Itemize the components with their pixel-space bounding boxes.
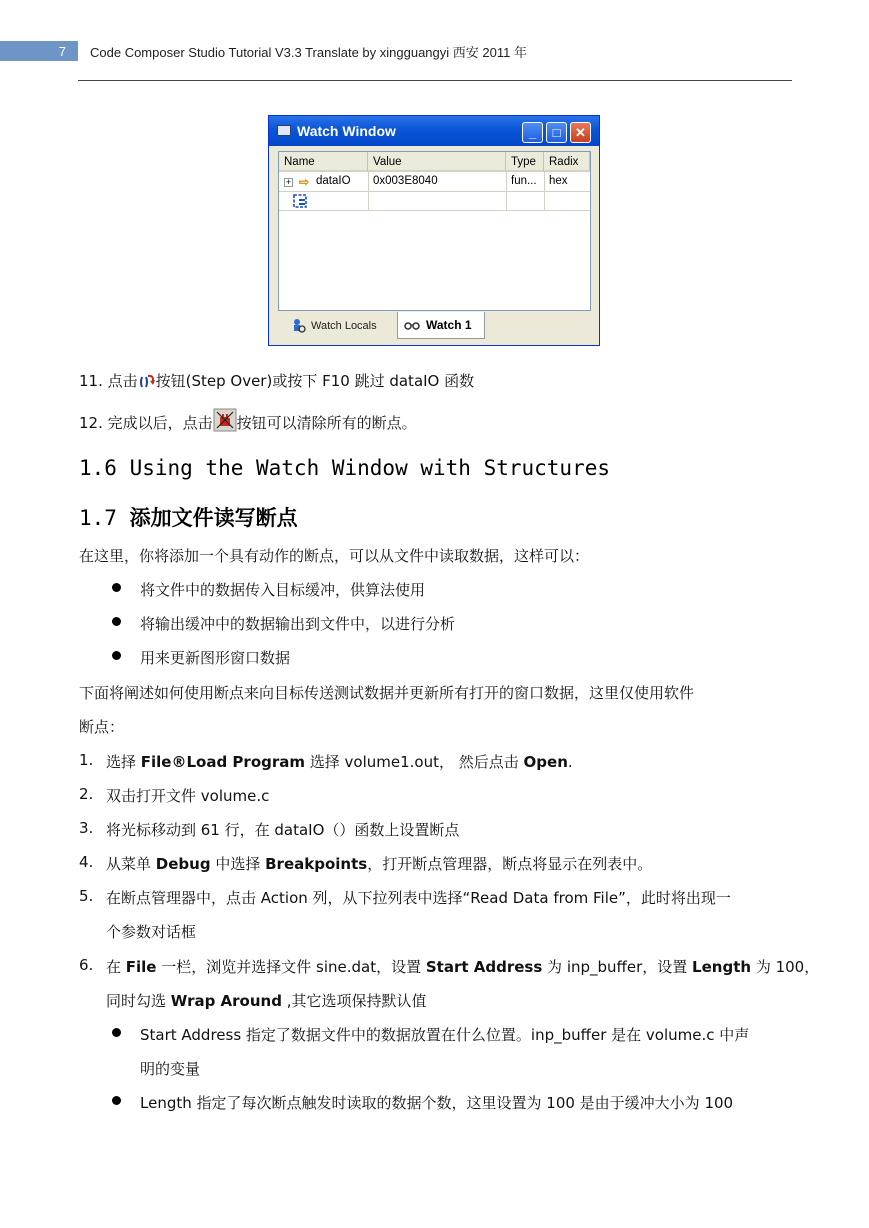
bullet-dot xyxy=(112,1028,121,1037)
column-header-name[interactable]: Name xyxy=(279,152,368,172)
open-label: Open xyxy=(523,753,568,771)
column-header-radix[interactable]: Radix xyxy=(544,152,590,172)
watch-tabs xyxy=(279,312,591,340)
watch-locals-icon xyxy=(291,318,307,334)
step-1-text: 选择 File®Load Program 选择 volume1.out， 然后点击 Open. xyxy=(106,753,573,771)
bullet-item: 将文件中的数据传入目标缓冲，供算法使用 xyxy=(140,581,426,599)
column-header-value[interactable]: Value xyxy=(368,152,506,172)
bullet-dot xyxy=(112,651,121,660)
section-1-7-number: 1.7 xyxy=(79,506,130,530)
intro-paragraph: 在这里，你将添加一个具有动作的断点，可以从文件中读取数据，这样可以： xyxy=(79,547,590,565)
step-12-post: 按钮可以清除所有的断点。 xyxy=(236,414,417,432)
expand-icon[interactable]: + xyxy=(285,177,292,187)
tab-watch-locals-label: Watch Locals xyxy=(311,320,377,332)
step-11 xyxy=(79,370,474,391)
step-6-line2: 同时勾选 Wrap Around ,其它选项保持默认值 xyxy=(106,992,427,1010)
section-heading-1-7 xyxy=(79,502,298,532)
close-button[interactable]: ✕ xyxy=(570,122,591,143)
bullet-dot xyxy=(112,1096,121,1105)
bullet-dot xyxy=(112,583,121,592)
step-5-line1: 在断点管理器中，点击 Action 列，从下拉列表中选择“Read Data from File”，此时将出现一 xyxy=(106,889,731,907)
header-title: Code Composer Studio Tutorial V3.3 Translate by xingguangyi 西安 2011 年 xyxy=(90,45,527,60)
step-6-line1: 在 File 一栏，浏览并选择文件 sine.dat，设置 Start Address 为 inp_buffer，设置 Length 为 100， xyxy=(106,958,820,976)
minimize-button[interactable]: _ xyxy=(522,122,543,143)
bullet-item: 将输出缓冲中的数据输出到文件中，以进行分析 xyxy=(140,615,456,633)
step-11-pre: 11. 点击 xyxy=(79,372,138,390)
tab-watch-1[interactable] xyxy=(397,312,485,339)
step-11-post: 按钮(Step Over)或按下 F10 跳过 dataIO 函数 xyxy=(155,372,475,390)
watch-window-titlebar xyxy=(269,116,599,146)
tab-watch-locals[interactable] xyxy=(291,314,397,338)
step-over-icon xyxy=(138,373,156,391)
row-type: fun... xyxy=(511,175,537,187)
step-number: 2. xyxy=(79,785,94,803)
step-12 xyxy=(79,412,417,433)
sub-bullet-line: Length 指定了每次断点触发时读取的数据个数，这里设置为 100 是由于缓冲大小为 100 xyxy=(140,1094,734,1112)
paragraph-line: 断点： xyxy=(79,718,125,736)
watch-list xyxy=(278,151,591,311)
page-number: 7 xyxy=(0,41,78,61)
sub-bullet-line: Start Address 指定了数据文件中的数据放置在什么位置。inp_buffer 是在 volume.c 中声 xyxy=(140,1026,750,1044)
tab-watch-1-label: Watch 1 xyxy=(426,318,472,332)
new-expression-icon[interactable] xyxy=(293,194,307,208)
watch-window-title: Watch Window xyxy=(297,123,396,139)
menu-path: File®Load Program xyxy=(140,753,306,771)
row-value: 0x003E8040 xyxy=(373,175,438,187)
watch-window xyxy=(268,115,600,346)
step-2-text: 双击打开文件 volume.c xyxy=(106,787,270,805)
arrow-right-icon: ⇨ xyxy=(299,175,310,189)
step-4-text: 从菜单 Debug 中选择 Breakpoints，打开断点管理器，断点将显示在列表中。 xyxy=(106,855,653,873)
window-icon xyxy=(277,125,291,136)
bullet-item: 用来更新图形窗口数据 xyxy=(140,649,291,667)
header-divider xyxy=(78,80,792,81)
step-number: 1. xyxy=(79,751,94,769)
row-radix: hex xyxy=(549,175,568,187)
sub-bullet-line: 明的变量 xyxy=(140,1060,201,1078)
bullet-dot xyxy=(112,617,121,626)
step-number: 6. xyxy=(79,956,94,974)
step-12-pre: 12. 完成以后，点击 xyxy=(79,414,213,432)
step-5-line2: 个参数对话框 xyxy=(106,923,197,941)
maximize-button[interactable]: □ xyxy=(546,122,567,143)
remove-breakpoints-icon xyxy=(213,408,237,432)
glasses-icon xyxy=(404,319,422,331)
step-number: 5. xyxy=(79,887,94,905)
step-3-text: 将光标移动到 61 行，在 dataIO（）函数上设置断点 xyxy=(106,821,460,839)
section-1-7-title: 添加文件读写断点 xyxy=(129,506,298,530)
step-number: 3. xyxy=(79,819,94,837)
row-name: dataIO xyxy=(316,175,351,187)
step-number: 4. xyxy=(79,853,94,871)
section-heading-1-6: 1.6 Using the Watch Window with Structures xyxy=(79,456,611,480)
column-header-type[interactable]: Type xyxy=(506,152,544,172)
paragraph-line: 下面将阐述如何使用断点来向目标传送测试数据并更新所有打开的窗口数据，这里仅使用软件 xyxy=(79,684,695,702)
